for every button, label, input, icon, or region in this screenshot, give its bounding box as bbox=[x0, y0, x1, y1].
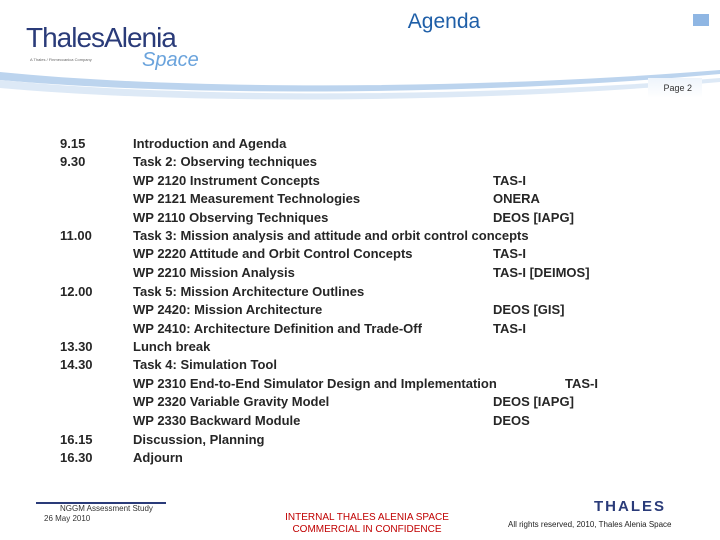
confidentiality-line-2: COMMERCIAL IN CONFIDENCE bbox=[292, 524, 442, 535]
thales-alenia-space-logo bbox=[26, 22, 199, 78]
agenda-time: 9.30 bbox=[60, 154, 86, 169]
agenda-item: WP 2310 End-to-End Simulator Design and Implementation bbox=[133, 376, 497, 391]
agenda-time: 14.30 bbox=[60, 357, 93, 372]
agenda-item: Lunch break bbox=[133, 339, 211, 354]
agenda-owner: TAS-I bbox=[493, 173, 526, 188]
agenda-item: WP 2210 Mission Analysis bbox=[133, 265, 295, 280]
agenda-item: Task 3: Mission analysis and attitude and orbit control concepts bbox=[133, 228, 529, 243]
agenda-time: 12.00 bbox=[60, 284, 93, 299]
corner-decoration bbox=[693, 14, 709, 26]
footer-date: 26 May 2010 bbox=[44, 514, 91, 523]
confidentiality-notice bbox=[262, 512, 472, 536]
logo-main-text: ThalesAlenia bbox=[26, 22, 176, 53]
agenda-owner: TAS-I [DEIMOS] bbox=[493, 265, 590, 280]
agenda-item: WP 2120 Instrument Concepts bbox=[133, 173, 320, 188]
logo-space-text: Space bbox=[142, 49, 199, 71]
footer-study-name: NGGM Assessment Study bbox=[60, 504, 153, 513]
confidentiality-line-1: INTERNAL THALES ALENIA SPACE bbox=[285, 512, 449, 523]
agenda-item: WP 2330 Backward Module bbox=[133, 413, 301, 428]
agenda-owner: ONERA bbox=[493, 191, 540, 206]
agenda-item: WP 2121 Measurement Technologies bbox=[133, 191, 361, 206]
agenda-owner: DEOS [GIS] bbox=[493, 302, 565, 317]
agenda-item: Discussion, Planning bbox=[133, 432, 265, 447]
agenda-owner: TAS-I bbox=[493, 246, 526, 261]
agenda-owner: TAS-I bbox=[493, 321, 526, 336]
agenda-time: 11.00 bbox=[60, 228, 92, 243]
logo-subtitle: A Thales / Finmeccanica Company bbox=[30, 57, 92, 62]
agenda-owner: DEOS [IAPG] bbox=[493, 210, 574, 225]
agenda-time: 13.30 bbox=[60, 339, 93, 354]
agenda-item: Task 5: Mission Architecture Outlines bbox=[133, 284, 365, 299]
agenda-item: Introduction and Agenda bbox=[133, 136, 287, 151]
slide-title: Agenda bbox=[407, 10, 481, 33]
agenda-item: WP 2110 Observing Techniques bbox=[133, 210, 329, 225]
agenda-item: Adjourn bbox=[133, 450, 183, 465]
page-number: Page 2 bbox=[648, 78, 702, 98]
agenda-item: Task 2: Observing techniques bbox=[133, 154, 317, 169]
thales-logo: THALES bbox=[594, 498, 666, 515]
agenda-item: Task 4: Simulation Tool bbox=[133, 357, 277, 372]
agenda-item: WP 2220 Attitude and Orbit Control Concepts bbox=[133, 246, 413, 261]
agenda-owner: TAS-I bbox=[565, 376, 598, 391]
agenda-owner: DEOS [IAPG] bbox=[493, 394, 574, 409]
agenda-item: WP 2320 Variable Gravity Model bbox=[133, 394, 330, 409]
footer-rights: All rights reserved, 2010, Thales Alenia Space bbox=[508, 520, 672, 529]
agenda-time: 16.15 bbox=[60, 432, 93, 447]
agenda-item: WP 2410: Architecture Definition and Trade-Off bbox=[133, 321, 422, 336]
agenda-item: WP 2420: Mission Architecture bbox=[133, 302, 323, 317]
agenda-owner: DEOS bbox=[493, 413, 530, 428]
agenda-time: 9.15 bbox=[60, 136, 86, 151]
agenda-time: 16.30 bbox=[60, 450, 93, 465]
